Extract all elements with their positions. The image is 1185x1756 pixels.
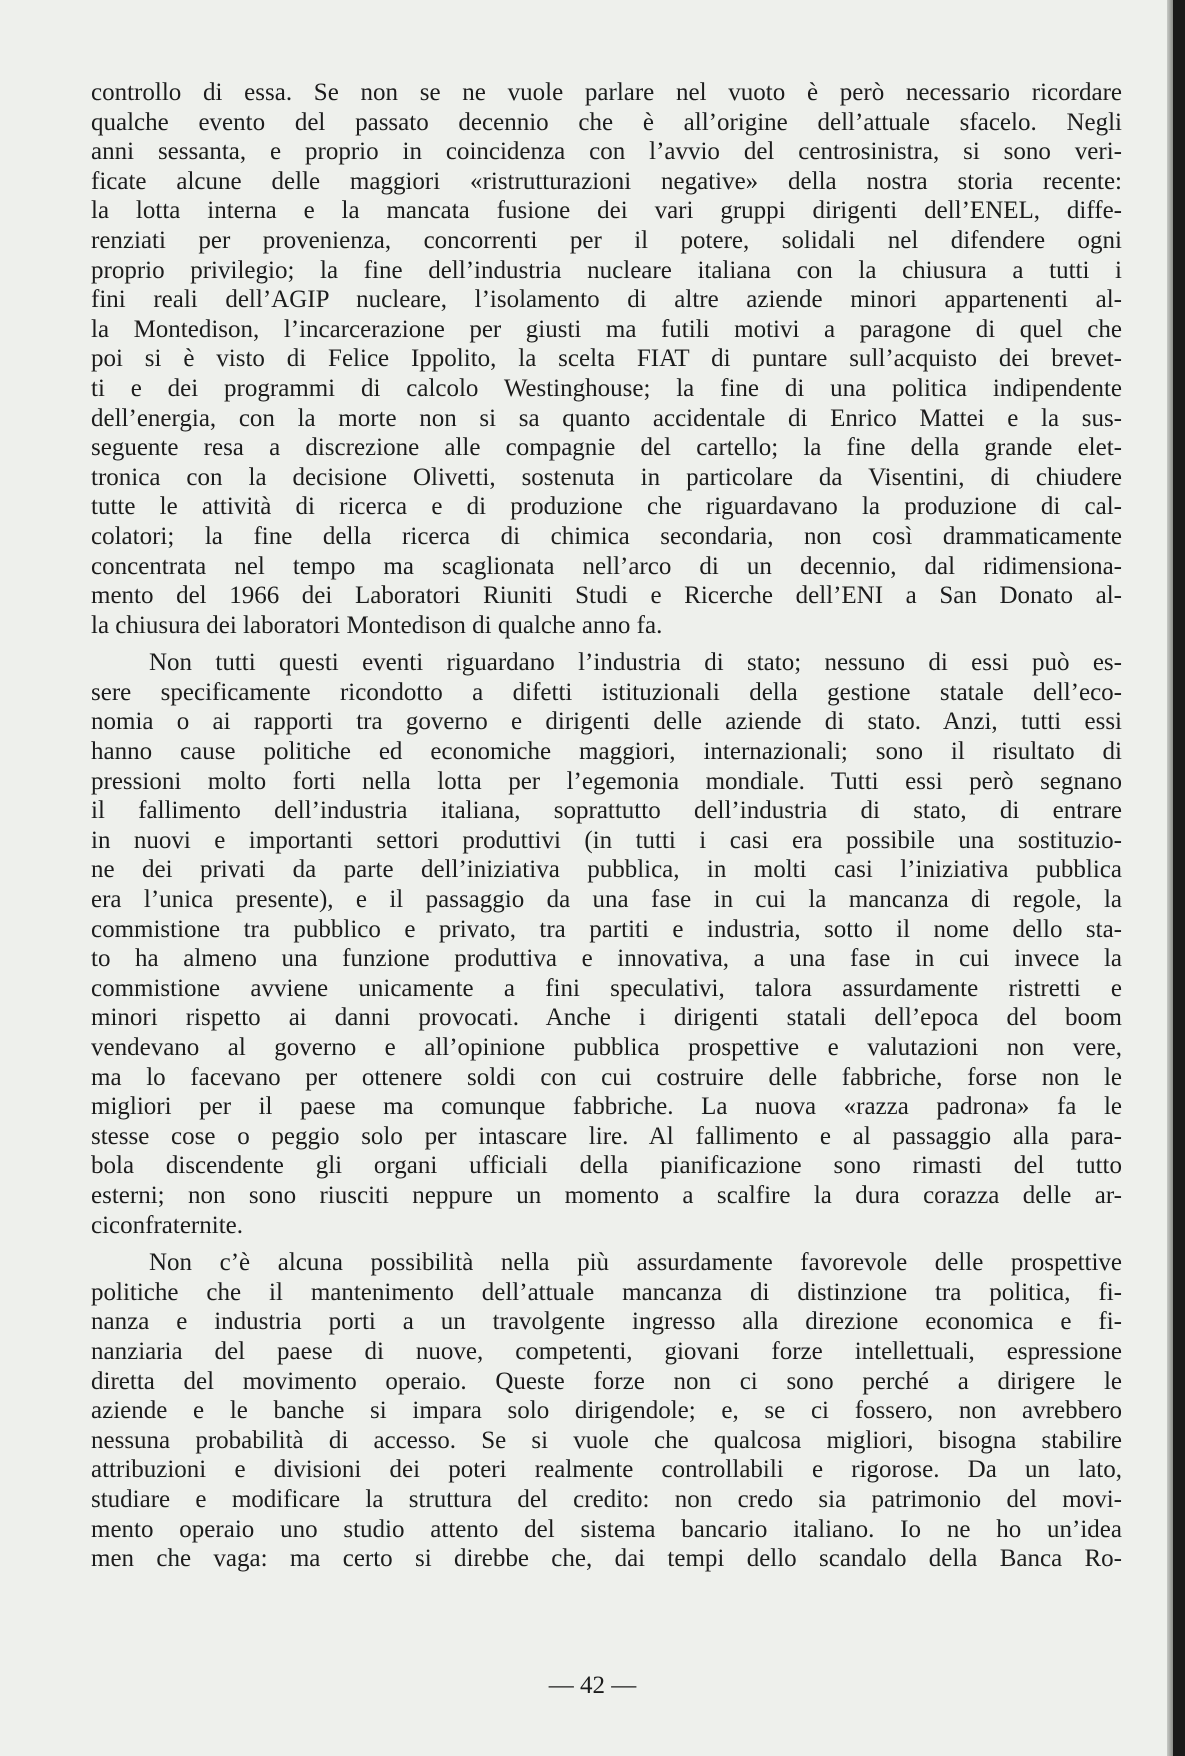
text-line: bola discendente gli organi ufficiali della pianificazione sono rimasti del tutto (91, 1152, 1122, 1180)
text-line: nomia o ai rapporti tra governo e dirigenti delle aziende di stato. Anzi, tutti essi (91, 708, 1122, 736)
text-line: tronica con la decisione Olivetti, sostenuta in particolare da Visentini, di chiudere (91, 463, 1122, 491)
text-line: tutte le attività di ricerca e di produzione che riguardavano la produzione di cal- (91, 493, 1122, 521)
text-line: aziende e le banche si impara solo dirigendole; e, se ci fossero, non avrebbero (91, 1397, 1122, 1425)
text-line: renziati per provenienza, concorrenti per il potere, solidali nel difendere ogni (91, 226, 1122, 254)
text-line: la lotta interna e la mancata fusione dei vari gruppi dirigenti dell’ENEL, diffe- (91, 197, 1122, 225)
text-line: stesse cose o peggio solo per intascare lire. Al fallimento e al passaggio alla para- (91, 1122, 1122, 1150)
text-line: poi si è visto di Felice Ippolito, la scelta FIAT di puntare sull’acquisto dei brevet- (91, 345, 1122, 373)
text-line: politiche che il mantenimento dell’attuale mancanza di distinzione tra politica, fi- (91, 1278, 1122, 1306)
text-line: Non c’è alcuna possibilità nella più assurdamente favorevole delle prospettive (149, 1249, 1122, 1277)
paragraph-2 (91, 648, 1122, 1240)
text-line: diretta del movimento operaio. Queste forze non ci sono perché a dirigere le (91, 1367, 1122, 1395)
text-line: ficate alcune delle maggiori «ristrutturazioni negative» della nostra storia recente: (91, 167, 1122, 195)
text-line: dell’energia, con la morte non si sa quanto accidentale di Enrico Mattei e la sus- (91, 404, 1122, 432)
text-line: ti e dei programmi di calcolo Westinghouse; la fine di una politica indipendente (91, 374, 1122, 402)
page-number: — 42 — (548, 1672, 637, 1699)
text-line: to ha almeno una funzione produttiva e innovativa, a una fase in cui invece la (91, 945, 1122, 973)
text-line: colatori; la fine della ricerca di chimica secondaria, non così drammaticamente (91, 522, 1122, 550)
text-line: nanza e industria porti a un travolgente ingresso alla direzione economica e fi- (91, 1308, 1122, 1336)
text-line: anni sessanta, e proprio in coincidenza con l’avvio del centrosinistra, si sono veri- (91, 138, 1122, 166)
text-line: pressioni molto forti nella lotta per l’egemonia mondiale. Tutti essi però segnano (91, 767, 1122, 795)
text-line: concentrata nel tempo ma scaglionata nell’arco di un decennio, dal ridimensiona- (91, 552, 1122, 580)
text-line: proprio privilegio; la fine dell’industria nucleare italiana con la chiusura a tutti i (91, 256, 1122, 284)
text-line: ne dei privati da parte dell’iniziativa pubblica, in molti casi l’iniziativa pubblica (91, 856, 1122, 884)
text-line: commistione tra pubblico e privato, tra partiti e industria, sotto il nome dello sta- (91, 915, 1122, 943)
text-line: mento operaio uno studio attento del sistema bancario italiano. Io ne ho un’idea (91, 1515, 1122, 1543)
text-line: esterni; non sono riusciti neppure un momento a scalfire la dura corazza delle ar- (91, 1181, 1122, 1209)
body-text (91, 78, 1122, 1574)
text-line: men che vaga: ma certo si direbbe che, dai tempi dello scandalo della Banca Ro- (91, 1545, 1122, 1573)
text-line: attribuzioni e divisioni dei poteri realmente controllabili e rigorose. Da un lato, (91, 1456, 1122, 1484)
text-line: vendevano al governo e all’opinione pubblica prospettive e valutazioni non vere, (91, 1034, 1122, 1061)
text-line: sere specificamente ricondotto a difetti istituzionali della gestione statale dell’eco- (91, 678, 1122, 706)
text-line: studiare e modificare la struttura del credito: non credo sia patrimonio del movi- (91, 1485, 1122, 1513)
text-line: nessuna probabilità di accesso. Se si vuole che qualcosa migliori, bisogna stabilire (91, 1426, 1122, 1454)
text-line: ciconfraternite. (91, 1211, 243, 1239)
text-line: nanziaria del paese di nuove, competenti, giovani forze intellettuali, espressione (91, 1337, 1122, 1365)
text-line: in nuovi e importanti settori produttivi (in tutti i casi era possibile una sostituzio- (91, 826, 1122, 854)
text-line: ma lo facevano per ottenere soldi con cui costruire delle fabbriche, forse non le (91, 1063, 1122, 1091)
text-line: Non tutti questi eventi riguardano l’industria di stato; nessuno di essi può es- (149, 649, 1122, 677)
paragraph-1 (91, 78, 1122, 640)
text-line: hanno cause politiche ed economiche maggiori, internazionali; sono il risultato di (91, 738, 1122, 766)
text-line: era l’unica presente), e il passaggio da una fase in cui la mancanza di regole, la (91, 886, 1122, 914)
text-line: migliori per il paese ma comunque fabbriche. La nuova «razza padrona» fa le (91, 1093, 1122, 1121)
text-line: controllo di essa. Se non se ne vuole parlare nel vuoto è però necessario ricordare (91, 79, 1122, 106)
text-line: la Montedison, l’incarcerazione per giusti ma futili motivi a paragone di quel che (91, 315, 1122, 343)
text-line: qualche evento del passato decennio che è all’origine dell’attuale sfacelo. Negli (91, 108, 1122, 136)
text-line: minori rispetto ai danni provocati. Anche i dirigenti statali dell’epoca del boom (91, 1004, 1122, 1032)
text-line: fini reali dell’AGIP nucleare, l’isolamento di altre aziende minori appartenenti al- (91, 286, 1122, 314)
text-line: mento del 1966 dei Laboratori Riuniti Studi e Ricerche dell’ENI a San Donato al- (91, 582, 1122, 610)
text-line: commistione avviene unicamente a fini speculativi, talora assurdamente ristretti e (91, 974, 1122, 1002)
text-line: la chiusura dei laboratori Montedison di qualche anno fa. (91, 611, 663, 639)
text-line: il fallimento dell’industria italiana, soprattutto dell’industria di stato, di entrare (91, 797, 1122, 825)
paragraph-3 (91, 1248, 1122, 1574)
text-line: seguente resa a discrezione alle compagnie del cartello; la fine della grande elet- (91, 434, 1122, 462)
